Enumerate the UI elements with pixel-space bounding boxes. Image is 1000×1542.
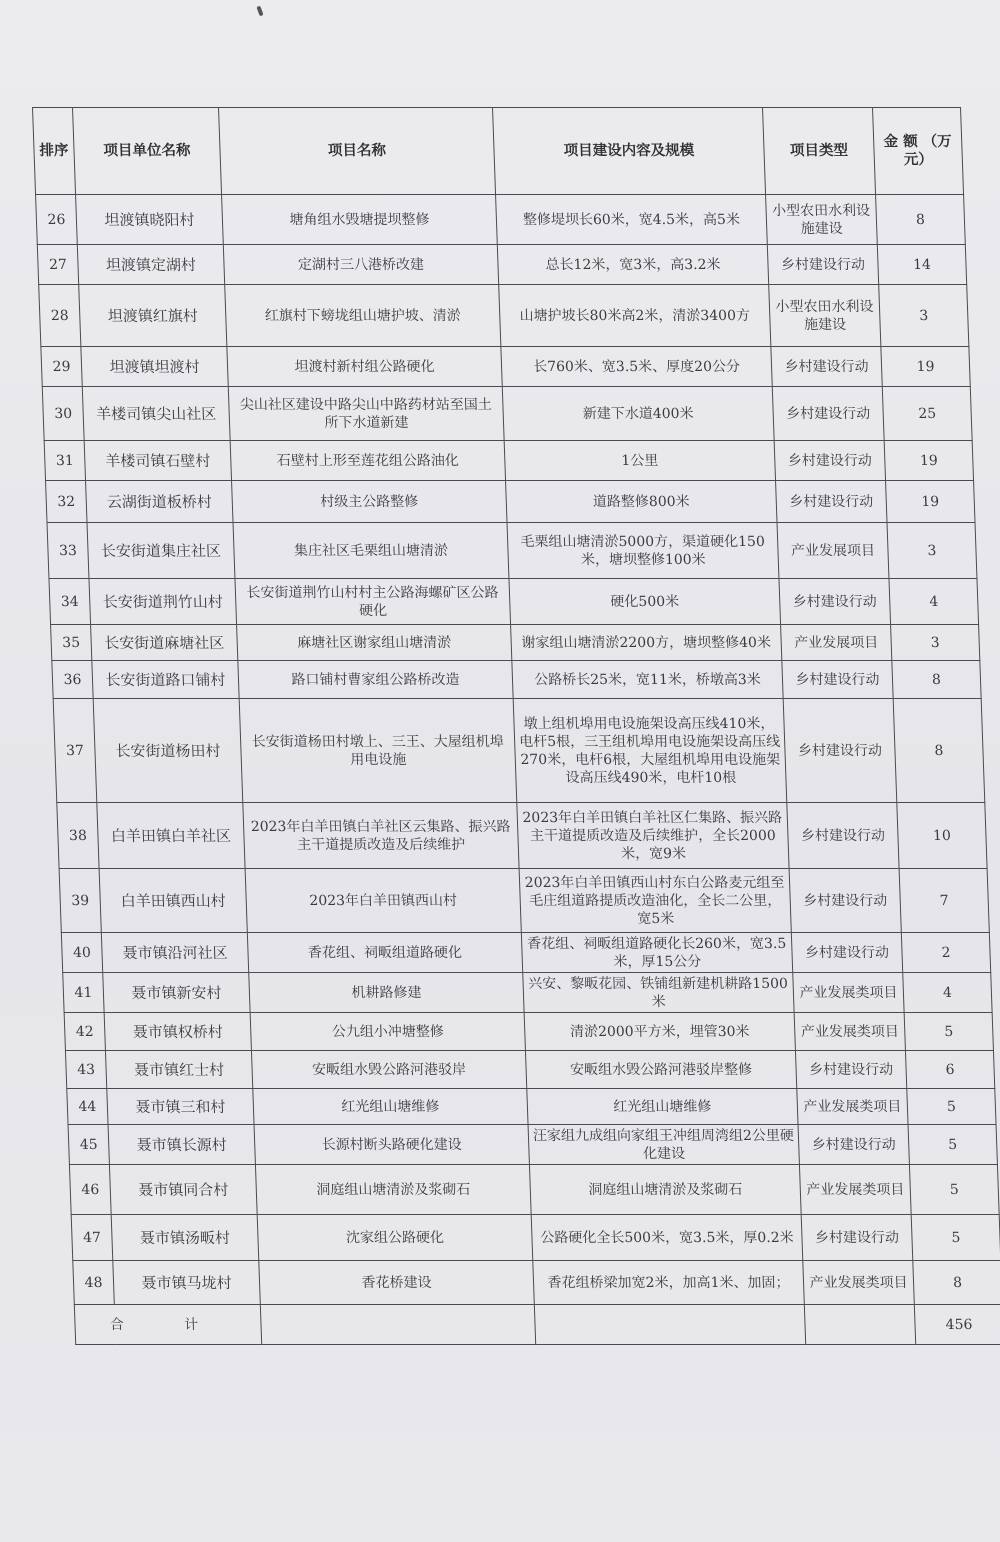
project-type: 产业发展类项目 (799, 1165, 911, 1215)
project-content: 公路桥长25米，宽11米，桥墩高3米 (512, 661, 783, 699)
project-name: 定湖村三八港桥改建 (223, 245, 498, 285)
row-number: 28 (39, 285, 81, 347)
amount: 5 (909, 1165, 999, 1215)
project-content: 红光组山塘维修 (527, 1089, 798, 1125)
table-row (57, 803, 987, 869)
unit-name: 羊楼司镇石壁村 (84, 441, 231, 481)
unit-name: 聂市镇三和村 (107, 1089, 254, 1125)
project-name: 塘角组水毁塘提坝整修 (222, 195, 498, 245)
table-row (61, 933, 990, 973)
row-number: 47 (71, 1215, 113, 1261)
project-type: 乡村建设行动 (782, 661, 893, 699)
total-amount: 456 (914, 1305, 1000, 1345)
unit-name: 聂市镇汤畈村 (111, 1215, 259, 1261)
project-name: 公九组小冲塘整修 (250, 1013, 525, 1051)
project-type: 乡村建设行动 (791, 933, 902, 973)
row-number: 39 (59, 869, 101, 933)
project-type: 乡村建设行动 (767, 245, 878, 285)
amount: 2 (901, 933, 990, 973)
unit-name: 坦渡镇定湖村 (77, 245, 224, 285)
project-content: 墩上组机埠用电设施架设高压线410米，电杆5根，三王组机埠用电设施架设高压线270米，电杆6根，大屋组机埠用电设施架设高压线490米，电杆10根 (513, 699, 787, 803)
project-content: 1公里 (504, 441, 775, 481)
amount: 5 (908, 1125, 997, 1165)
row-number: 37 (53, 699, 97, 803)
unit-name: 白羊田镇西山村 (99, 869, 247, 933)
project-type: 乡村建设行动 (779, 579, 891, 625)
unit-name: 长安街道集庄社区 (87, 523, 235, 579)
project-name: 机耕路修建 (249, 973, 524, 1013)
row-number: 26 (36, 195, 78, 245)
project-content: 新建下水道400米 (502, 387, 774, 441)
unit-name: 坦渡镇晓阳村 (76, 195, 224, 245)
amount: 8 (913, 1261, 1000, 1305)
unit-name: 长安街道路口铺村 (92, 661, 239, 699)
project-content: 总长12米，宽3米，高3.2米 (497, 245, 768, 285)
table-row (39, 285, 969, 347)
row-number: 44 (67, 1089, 108, 1125)
amount: 8 (876, 195, 966, 245)
project-content: 清淤2000平方米，埋管30米 (524, 1013, 795, 1051)
header-project-name: 项目名称 (219, 108, 496, 195)
unit-name: 云湖街道板桥村 (86, 481, 233, 523)
project-content: 道路整修800米 (506, 481, 777, 523)
project-content: 2023年白羊田镇西山村东白公路麦元组至毛庄组道路提质改造油化，全长二公里，宽5米 (519, 869, 791, 933)
amount: 5 (911, 1215, 1000, 1261)
table-row (46, 481, 975, 523)
row-number: 33 (47, 523, 89, 579)
unit-name: 聂市镇同合村 (109, 1165, 257, 1215)
row-number: 29 (41, 347, 82, 387)
project-name: 石壁村上形至莲花组公路油化 (230, 441, 505, 481)
project-name: 长安街道荆竹山村村主公路海螺矿区公路硬化 (235, 579, 511, 625)
table-row (52, 661, 981, 699)
project-name: 红旗村下螃垅组山塘护坡、清淤 (225, 285, 501, 347)
project-name: 长安街道杨田村墩上、三王、大屋组机埠用电设施 (239, 699, 517, 803)
table-row (51, 625, 980, 661)
table-row (65, 1051, 994, 1089)
project-name: 2023年白羊田镇白羊社区云集路、振兴路主干道提质改造及后续维护 (243, 803, 519, 869)
project-type: 乡村建设行动 (795, 1051, 906, 1089)
project-name: 安畈组水毁公路河港驳岸 (251, 1051, 526, 1089)
amount: 7 (899, 869, 989, 933)
header-unit: 项目单位名称 (73, 108, 222, 195)
table-row (67, 1089, 996, 1125)
table-row (44, 441, 973, 481)
table-row (68, 1125, 997, 1165)
project-type: 乡村建设行动 (776, 481, 887, 523)
row-number: 36 (52, 661, 93, 699)
project-type: 乡村建设行动 (772, 387, 884, 441)
project-type: 乡村建设行动 (774, 441, 885, 481)
table-row (47, 523, 977, 579)
project-type: 产业发展类项目 (797, 1089, 908, 1125)
amount: 8 (892, 661, 981, 699)
amount: 4 (903, 973, 992, 1013)
amount: 19 (881, 347, 970, 387)
project-content: 毛栗组山塘清淤5000方，渠道硬化150米，塘坝整修100米 (507, 523, 779, 579)
row-number: 43 (65, 1051, 106, 1089)
project-name: 集庄社区毛栗组山塘清淤 (233, 523, 509, 579)
header-type: 项目类型 (763, 108, 876, 195)
project-content: 整修堤坝长60米，宽4.5米，高5米 (496, 195, 768, 245)
project-name: 尖山社区建设中路尖山中路药材站至国土所下水道新建 (228, 387, 504, 441)
row-number: 34 (49, 579, 91, 625)
amount: 8 (893, 699, 985, 803)
unit-name: 坦渡镇坦渡村 (81, 347, 228, 387)
unit-name: 白羊田镇白羊社区 (97, 803, 245, 869)
unit-name: 聂市镇新安村 (103, 973, 250, 1013)
project-content: 2023年白羊田镇白羊社区仁集路、振兴路主干道提质改造及后续维护，全长2000米，宽9米 (517, 803, 789, 869)
total-empty-name (260, 1305, 535, 1345)
row-number: 41 (63, 973, 104, 1013)
unit-name: 聂市镇沿河社区 (101, 933, 248, 973)
amount: 3 (891, 625, 980, 661)
project-type: 小型农田水利设施建设 (766, 195, 878, 245)
project-type: 小型农田水利设施建设 (769, 285, 881, 347)
project-name: 坦渡村新村组公路硬化 (227, 347, 502, 387)
amount: 5 (904, 1013, 993, 1051)
project-name: 洞庭组山塘清淤及浆砌石 (255, 1165, 531, 1215)
amount: 10 (897, 803, 987, 869)
unit-name: 长安街道麻塘社区 (91, 625, 238, 661)
amount: 3 (879, 285, 969, 347)
project-name: 2023年白羊田镇西山村 (245, 869, 521, 933)
project-content: 兴安、黎畈花园、铁铺组新建机耕路1500米 (523, 973, 794, 1013)
total-row (74, 1305, 1000, 1345)
table-row (71, 1215, 1000, 1261)
amount: 25 (882, 387, 972, 441)
table-row (69, 1165, 999, 1215)
project-name: 红光组山塘维修 (253, 1089, 528, 1125)
project-name: 香花组、祠畈组道路硬化 (247, 933, 522, 973)
unit-name: 长安街道杨田村 (93, 699, 243, 803)
project-type: 乡村建设行动 (801, 1215, 913, 1261)
amount: 4 (889, 579, 979, 625)
row-number: 27 (37, 245, 78, 285)
project-content: 香花组桥梁加宽2米，加高1米、加固； (533, 1261, 805, 1305)
row-number: 31 (44, 441, 85, 481)
row-number: 32 (46, 481, 87, 523)
row-number: 42 (64, 1013, 105, 1051)
project-type: 乡村建设行动 (798, 1125, 909, 1165)
table-row (37, 245, 966, 285)
table-row (64, 1013, 993, 1051)
total-label: 合 计 (74, 1305, 261, 1345)
row-number: 48 (73, 1261, 115, 1305)
project-type: 乡村建设行动 (783, 699, 897, 803)
project-content: 硬化500米 (509, 579, 781, 625)
amount: 5 (907, 1089, 996, 1125)
project-type: 乡村建设行动 (789, 869, 901, 933)
project-name: 村级主公路整修 (232, 481, 507, 523)
project-type: 乡村建设行动 (771, 347, 882, 387)
table-row (41, 347, 970, 387)
project-name: 路口铺村曹家组公路桥改造 (238, 661, 513, 699)
row-number: 38 (57, 803, 99, 869)
unit-name: 聂市镇长源村 (108, 1125, 255, 1165)
amount: 19 (886, 481, 975, 523)
table-row (53, 699, 985, 803)
project-type: 产业发展项目 (781, 625, 892, 661)
project-type: 产业发展类项目 (794, 1013, 905, 1051)
table-row (49, 579, 979, 625)
project-content: 谢家组山塘清淤2200方，塘坝整修40米 (511, 625, 782, 661)
project-type: 乡村建设行动 (787, 803, 899, 869)
header-no: 排序 (33, 108, 76, 195)
row-number: 35 (51, 625, 92, 661)
unit-name: 羊楼司镇尖山社区 (82, 387, 230, 441)
unit-name: 聂市镇红士村 (105, 1051, 252, 1089)
unit-name: 聂市镇马垅村 (113, 1261, 261, 1305)
unit-name: 聂市镇权桥村 (104, 1013, 251, 1051)
table-row (73, 1261, 1000, 1305)
row-number: 40 (61, 933, 102, 973)
project-content: 安畈组水毁公路河港驳岸整修 (525, 1051, 796, 1089)
project-name: 沈家组公路硬化 (257, 1215, 533, 1261)
project-content: 公路硬化全长500米，宽3.5米，厚0.2米 (531, 1215, 803, 1261)
row-number: 46 (69, 1165, 111, 1215)
project-type: 产业发展类项目 (803, 1261, 915, 1305)
table-row (63, 973, 992, 1013)
project-content: 山塘护坡长80米高2米，清淤3400方 (499, 285, 771, 347)
total-empty-content (534, 1305, 805, 1345)
project-name: 麻塘社区谢家组山塘清淤 (237, 625, 512, 661)
amount: 19 (884, 441, 973, 481)
header-row (33, 108, 964, 195)
project-table (32, 107, 1000, 1345)
project-content: 洞庭组山塘清淤及浆砌石 (529, 1165, 801, 1215)
project-content: 长760米、宽3.5米、厚度20公分 (501, 347, 772, 387)
project-type: 产业发展类项目 (793, 973, 904, 1013)
project-content: 汪家组九成组向家组王冲组周湾组2公里硬化建设 (528, 1125, 799, 1165)
project-name: 长源村断头路硬化建设 (254, 1125, 529, 1165)
table-row (59, 869, 989, 933)
project-name: 香花桥建设 (259, 1261, 535, 1305)
header-amount: 金 额 （万元） (873, 108, 964, 195)
total-empty-type (804, 1305, 915, 1345)
row-number: 30 (42, 387, 84, 441)
header-content: 项目建设内容及规模 (493, 108, 766, 195)
table-row (36, 195, 966, 245)
unit-name: 坦渡镇红旗村 (79, 285, 227, 347)
project-type: 产业发展项目 (777, 523, 889, 579)
table-row (42, 387, 972, 441)
amount: 3 (887, 523, 977, 579)
amount: 6 (905, 1051, 994, 1089)
amount: 14 (877, 245, 966, 285)
unit-name: 长安街道荆竹山村 (89, 579, 237, 625)
project-content: 香花组、祠畈组道路硬化长260米，宽3.5米，厚15公分 (521, 933, 792, 973)
row-number: 45 (68, 1125, 109, 1165)
